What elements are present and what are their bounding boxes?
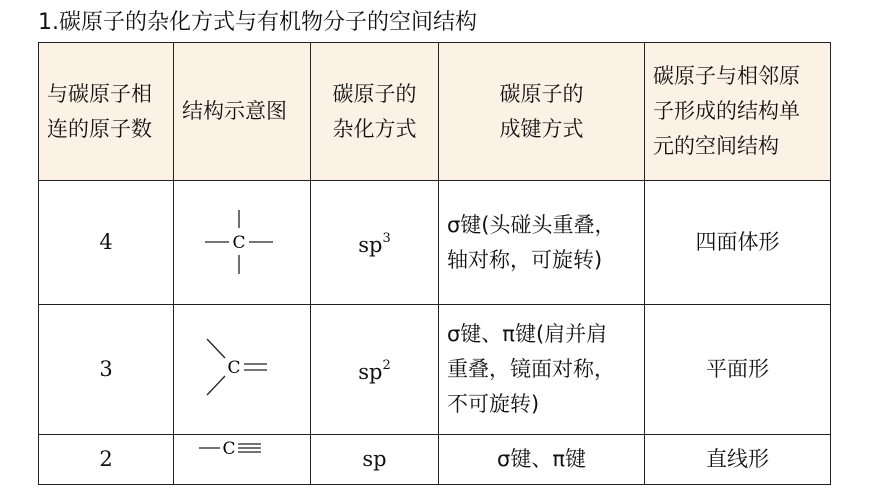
bond-type-line: σ键、π键(肩并肩 xyxy=(447,322,608,346)
hybridization-superscript: 3 xyxy=(382,230,391,246)
carbon-label: C xyxy=(222,438,236,459)
hybridization-cell xyxy=(311,181,439,305)
bond-type-line: σ键、π键 xyxy=(497,447,586,471)
header-spatial-structure-line2: 子形成的结构单 xyxy=(653,99,800,123)
hybridization-table xyxy=(38,42,831,485)
header-hybridization-line2: 杂化方式 xyxy=(332,116,417,141)
atom-count-cell: 3 xyxy=(39,305,174,435)
header-atom-count-line2: 连的原子数 xyxy=(47,116,152,141)
hybridization-base: sp xyxy=(358,359,383,384)
geometry-cell: 直线形 xyxy=(645,435,831,485)
hybridization-cell xyxy=(311,305,439,435)
header-structure-diagram xyxy=(174,43,311,181)
header-hybridization-line1: 碳原子的 xyxy=(332,81,417,106)
bond-type-cell xyxy=(439,435,645,485)
atom-count-cell: 2 xyxy=(39,435,174,485)
tetrahedral-carbon-diagram xyxy=(187,198,297,288)
bond-type-line: 轴对称，可旋转) xyxy=(447,247,603,272)
linear-carbon-diagram xyxy=(187,437,297,483)
bond-type-line: 重叠，镜面对称， xyxy=(447,357,615,381)
header-spatial-structure-line1: 碳原子与相邻原 xyxy=(653,64,800,88)
header-bond-type-line1: 碳原子的 xyxy=(499,81,584,106)
header-spatial-structure xyxy=(645,43,831,181)
trigonal-carbon-diagram xyxy=(187,325,297,415)
structure-diagram-cell xyxy=(174,435,311,485)
header-bond-type-line2: 成键方式 xyxy=(499,116,584,141)
header-row xyxy=(39,43,831,181)
table-row-sp2 xyxy=(39,305,831,435)
hybridization-cell xyxy=(311,435,439,485)
structure-diagram-cell xyxy=(174,305,311,435)
header-spatial-structure-line3: 元的空间结构 xyxy=(653,134,779,158)
hybridization-base: sp xyxy=(362,447,387,471)
bond-type-cell xyxy=(439,181,645,305)
hybridization-base: sp xyxy=(358,232,383,257)
carbon-label: C xyxy=(232,232,246,253)
hybridization-superscript: 2 xyxy=(382,357,391,373)
bond-type-line: σ键(头碰头重叠， xyxy=(447,212,616,237)
header-atom-count-line1: 与碳原子相 xyxy=(47,81,152,106)
bond-type-line: 不可旋转) xyxy=(447,392,540,416)
structure-diagram-cell xyxy=(174,181,311,305)
table-row-sp3 xyxy=(39,181,831,305)
header-structure-diagram-line1: 结构示意图 xyxy=(182,99,287,123)
table-row-sp xyxy=(39,435,831,485)
geometry-cell: 四面体形 xyxy=(645,181,831,305)
page-title: 1.碳原子的杂化方式与有机物分子的空间结构 xyxy=(38,10,477,35)
bond-type-cell xyxy=(439,305,645,435)
atom-count-cell: 4 xyxy=(39,181,174,305)
header-hybridization xyxy=(311,43,439,181)
carbon-label: C xyxy=(227,357,241,378)
geometry-cell: 平面形 xyxy=(645,305,831,435)
header-atom-count xyxy=(39,43,174,181)
header-bond-type xyxy=(439,43,645,181)
